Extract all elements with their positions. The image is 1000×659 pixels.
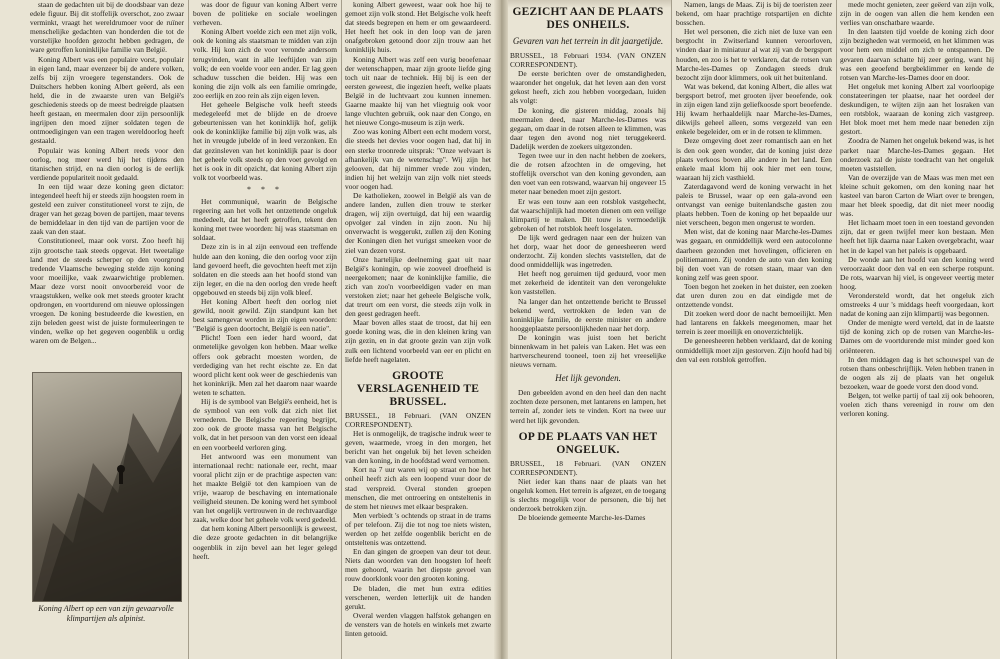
article-paragraph: Het ongeluk met koning Albert zal voorloopige constateeringen ter plaatse, naar het oordeel der deskundigen, te wijten zijn aan het losraken van een rotsblok, waaraan de koning zich vastgreep. Het blok moet met hem mede naar beneden zijn gestort. xyxy=(840,81,994,137)
article-paragraph: En dan gingen de groepen van deur tot deur. Niets dan woorden van den hoogsten lof heeft men gehoord, waarin het diepste gevoel van rouw doorklonk voor den grooten koning. xyxy=(345,547,491,584)
section-separator: * * * xyxy=(247,184,283,194)
article-paragraph: Toen begon het zoeken in het duister, een zoeken dat uren duren zou en dat eindigde met de ontzettende vondst. xyxy=(676,281,832,310)
article-subheadline: Gevaren van het terrein in dit jaargetijde. xyxy=(512,36,664,46)
article-paragraph: Maar boven alles staat de troost, dat hij een goede koning was, die in den kleinen kring van zijn gezin, en in dat groote gezin van zijn volk zulk een lichtend voorbeeld van eer en plicht en liefde heeft nagelaten. xyxy=(345,318,491,364)
article-paragraph: Er was een touw aan een rotsblok vastgehecht, dat waarschijnlijk had moeten dienen om een veilige klimpartij te maken. Dit touw is vermoedelijk gebroken of het rotsblok heeft losgelaten. xyxy=(510,196,666,233)
article-paragraph: In den middagen dag is het schouwspel van de rotsen thans onbeschrijflijk. Velen hebben tranen in de oogen als zij de plaats van het ongeluk bezoeken, waar de goede vorst den dood vond. xyxy=(840,354,994,391)
article-headline: GROOTE VERSLAGENHEID TE BRUSSEL. xyxy=(356,369,480,408)
article-paragraph: Niet ieder kan thans naar de plaats van het ongeluk komen. Het terrein is afgezet, en de toegang is slechts mogelijk voor de personen, die bij het onderzoek betrokken zijn. xyxy=(510,476,666,514)
article-paragraph: De lijk werd gedragen naar een der huizen van het dorp, waar het door de geneesheeren werd onderzocht. Zij konden slechts vaststellen, dat de dood onmiddellijk was ingetreden. xyxy=(510,232,666,270)
article-paragraph: Het is onmogelijk, de tragische indruk weer te geven, waarmede, vroeg in den morgen, het bericht van het ongeluk bij het leven scheiden van den koning, in de hoofdstad werd vernomen. xyxy=(345,428,491,466)
column-2 xyxy=(193,0,337,659)
article-paragraph: Dit zoeken werd door de nacht bemoeilijkt. Men had lantarens en fakkels meegenomen, maar het terrein is zeer moeilijk en onoverzichtelijk. xyxy=(676,309,832,337)
article-paragraph: mede mocht genieten, zeer geëerd van zijn volk, zijn in de oogen van allen die hem kenden een verlies van onschatbare waarde. xyxy=(840,0,994,28)
article-paragraph: Zoodra de Namen het ongeluk bekend was, is het parket naar Marche-les-Dames gegaan. Het onderzoek zal de juiste toedracht van het ongeluk moeten vaststellen. xyxy=(840,136,994,173)
article-paragraph: De koningin was juist toen het bericht binnenkwam in het paleis van Laken. Het was een hartverscheurend tooneel, toen zij het vreeselijke nieuws vernam. xyxy=(510,332,666,370)
article-paragraph: Koning Albert was een populaire vorst, populair in eigen land, maar evenzeer bij de andere volken, zelfs bij zijn vroegere tegenstanders. Ook de Duitschers hebben koning Albert geëerd, als een held, die in de zwaarste uren van België's geschiedenis steeds op de meest bedreigde plaatsen heeft gestaan, en meermalen door zijn persoonlijk ingrijpen den moed zijner soldaten tegen de ontmoedigingen van een tragen wereldoorlog heeft gestaald. xyxy=(30,54,184,146)
article-paragraph: Het heeft nog geruimen tijd geduurd, voor men met zekerheid de identiteit van den verongelukte kon vaststellen. xyxy=(510,269,666,297)
article-paragraph: Het koning Albert heeft den oorlog niet gewild, nooit gewild. Zijn standpunt kan het best samengevat worden in zijn eigen woorden: "België is geen doortocht, België is een natie". xyxy=(193,297,337,334)
article-paragraph: Het lichaam moet toen in een toestand gevonden zijn, dat er geen twijfel meer kon bestaan. Men heeft het lijk daarna naar Laken overgebracht, waar het in de kapel van het paleis is opgebaard. xyxy=(840,218,994,255)
article-paragraph: De koning, die gisteren middag, zooals hij meermalen deed, naar Marche-les-Dames was gegaan, om daar in de rotsen alleen te klimmen, was daar tegen den avond nog niet teruggekeerd. Dadelijk werden de zoekers uitgezonden. xyxy=(510,105,666,151)
article-paragraph: Zoo was koning Albert een echt modern vorst, die steeds het devies voor oogen had, dat hij in een sterke troonrede uitsprak: "Onze welvaart is afhankelijk van de wetenschap". Wij zijn het gelooven, dat hij nimmer vrede zou vinden, indien hij het welzijn van zijn volk niet steeds voor oogen had. xyxy=(345,127,491,191)
article-paragraph: Populair was koning Albert reeds voor den oorlog, nog meer werd hij het tijdens den titanischen strijd, en na dien oorlog is de eerlijk verdiende populariteit nooit gedaald. xyxy=(30,145,184,182)
article-paragraph: Zaterdagavond werd de koning verwacht in het paleis te Brussel, waar op een gala-avond een ontvangst van eenige buitenlandsche gasten zou plaats hebben. Toen de koning op het bepaalde uur niet verscheen, begon men ongerust te worden. xyxy=(676,181,832,228)
article-paragraph: In den laatsten tijd voelde de koning zich door zijn bezigheden wat vermoeid, en het klimmen was voor hem een middel om zich te ontspannen. De gevaren daarvan schatte hij zeer gering, want hij was een geoefend bergbeklimmer en kende de rotsen van Marche-les-Dames door en door. xyxy=(840,27,994,82)
column-rule xyxy=(671,0,672,659)
rock-face-photo-icon xyxy=(33,373,181,601)
article-paragraph: De geneesheeren hebben verklaard, dat de koning onmiddellijk moet zijn gestorven. Zijn hoofd had bij den val een rotsblok getroffen. xyxy=(676,336,832,364)
article-headline: GEZICHT AAN DE PLAATS DES ONHEILS. xyxy=(512,6,664,31)
article-dateline: BRUSSEL, 18 Februari. (VAN ONZEN CORRESPONDENT). xyxy=(345,410,491,429)
article-paragraph: Plicht! Toen een ieder hard woord, dat onmetelijke gevolgen kon hebben. Maar welke offers ook gebracht moesten worden, de verdediging van het recht eischte ze. En dat woord plicht kent ook weer de geschiedenis van het koninkrijk. Men zal het daarom naar waarde weten te schatten. xyxy=(193,333,337,397)
alpinist-photo xyxy=(32,372,182,602)
article-paragraph: Kort na 7 uur waren wij op straat en hoe het onheil heeft zich als een loopend vuur door de stad verspreid. Overal stonden groepen menschen, die met ontroering en ontsteltenis in de stem het nieuws met elkaar bespraken. xyxy=(345,465,491,511)
article-paragraph: staan de gedachten uit bij de doodsbaar van deze edele figuur. Bij dit stoffelijk overschot, zoo zwaar verminkt, vraagt het wereldrumoer voor de ruïner menschelijke gedachten van honderden die tot de vorstelijke hoofden gezocht hebben gedragen, de ware getroffen koninklijke familie van België. xyxy=(30,0,184,55)
photo-caption: Koning Albert op een van zijn gevaarvolle klimpartijen als alpinist. xyxy=(38,604,174,623)
column-rule xyxy=(836,0,837,659)
article-paragraph: In een tijd waar deze koning geen dictator: integendeel heeft hij er steeds zijn hoogsten roem in gesteld een zuiver constitutioneel vorst te zijn, de drager van het gezag boven de partijen, maar tevens de bemiddelaar in den tijd van de partijen voor de zaak van den staat. xyxy=(30,181,184,237)
page-fold xyxy=(494,0,508,659)
article-paragraph: Men verbiedt 's ochtends op straat in de trams of per telefoon. Zij die tot nog toe niets wisten, werden op het zelfde oogenblik bericht en de ontsteltenis was ontzettend. xyxy=(345,510,491,548)
article-dateline: BRUSSEL, 18 Februari 1934. (VAN ONZEN CORRESPONDENT). xyxy=(510,51,666,70)
article-paragraph: Belgen, tot welke partij of taal zij ook behooren, voelen zich thans vereenigd in rouw om den verloren koning. xyxy=(840,391,994,419)
article-paragraph: De eerste berichten over de omstandigheden, waaronder het ongeluk, dat het leven aan den vorst gekost heeft, zich zou hebben voorgedaan, luiden als volgt: xyxy=(510,69,666,106)
article-paragraph: Van de overzijde van de Maas was men met een kleine schuit gekomen, om den koning naar het kasteel van baron Carton de Wiart over te brengen, maar het bleek spoedig, dat dit niet meer noodig was. xyxy=(840,172,994,219)
column-6 xyxy=(840,0,994,659)
article-paragraph: was door de figuur van koning Albert verre boven de politieke en sociale woelingen verheven. xyxy=(193,0,337,28)
article-paragraph: De katholieken, zoowel in België als van de andere landen, zullen dien trouw te sterker dragen, wij zijn overtuigd, dat hij een waardig opvolger zal vinden in zijn zoon. Nu hij onverwacht is weggerukt, zullen zij den Koning der Koningen dien het vurigst smeeken voor de ziel van dezen vorst. xyxy=(345,190,491,255)
article-paragraph: Den gebeelden avond en den heel dan den nacht zochten deze personen, met lantarens en lampen, het terrein af, zonder iets te vinden. Kort na twee uur werd het lijk gevonden. xyxy=(510,388,666,425)
column-3 xyxy=(345,0,491,659)
article-paragraph: Het antwoord was een monument van internationaal recht: nationale eer, recht, maar vooral plicht zijn er de prachtige aspecten van: het maakte België tot den kampioen van de vrije, waarop de beschaving en internationale veiligheid steunen. De koning werd het symbool van het ongelijk vertrouwen in de rechtvaardige zaak, welke door het geheele volk werd gedeeld. xyxy=(193,451,337,525)
article-paragraph: Het geheele Belgische volk heeft steeds medegeleefd met de blijde en de droeve gebeurtenissen van het koninklijk hof, gelijk ook de koninklijke familie bij zijn volk was, als het in vreugde jubelde of in leed verzonken. En dat gezinsleven van het koninklijk paar is door het geheele volk steeds op den voet gevolgd en het is ook in dit opzicht, dat koning Albert zijn volk tot voorbeeld was. xyxy=(193,100,337,182)
article-paragraph: De wonde aan het hoofd van den koning werd veroorzaakt door den val en een scherpe rotspunt. De rots, waarvan hij viel, is ongeveer veertig meter hoog. xyxy=(840,254,994,291)
article-headline: OP DE PLAATS VAN HET ONGELUK. xyxy=(518,430,658,456)
article-paragraph: De bladen, die met hun extra edities verschenen, werden letterlijk uit de handen gerukt. xyxy=(345,583,491,611)
article-dateline: BRUSSEL, 18 Februari. (VAN ONZEN CORRESPONDENT). xyxy=(510,458,666,477)
article-subheadline: Het lijk gevonden. xyxy=(555,373,621,384)
article-paragraph: Verondersteld wordt, dat het ongeluk zich omstreeks 4 uur 's middags heeft voorgedaan, kort nadat de koning aan zijn klimpartij was begonnen. xyxy=(840,291,994,319)
column-rule xyxy=(341,0,342,659)
column-5 xyxy=(676,0,832,659)
column-4 xyxy=(510,0,666,659)
article-paragraph: Constitutioneel, maar ook vorst. Zoo heeft hij zijn grootsche taak steeds opgevat. Het tweetalige land met de steeds scherper op den voorgrond tredende Vlaamsche beweging stelde zijn koning voor moeilijke, vaak zwaarwichtige problemen. Maar deze vorst nooit onvoorbereid voor de vraagstukken, welke ook met steeds grooter kracht opdrongen, en voortdurend om nieuwe oplossingen vroegen. De koning bestudeerde die kwestien, en zijn beleden geest wist de juiste formuleeringen te vinden, welke op het gegeven oogenblik u ordig waren om de Belgen... xyxy=(30,236,184,346)
article-paragraph: Overal werden vlaggen halfstok gehangen en de vensters van de hotels en winkels met zwarte linten getooid. xyxy=(345,610,491,638)
article-paragraph: Koning Albert voelde zich een met zijn volk, ook de koning als staatsman te midden van zijn volk. Hij kon zich de voor veronde andersom terugvinden, want in alle leeftijden van zijn volk; de een voelde voor een ander. Er lag geen schaduw tusschen die beiden. Hij was een koning die zijn volk als een familie omringde, zoo eerlijk en zoo rein als zijn eigen leven. xyxy=(193,27,337,100)
article-paragraph: Deze omgeving doet zeer romantisch aan en het is den ook geen wonder, dat de koning juist deze plaats verkoos boven alle andere in het land. Een enkele maal klom hij ook hier met een touw, waaraan hij zich vasthield. xyxy=(676,136,832,182)
article-paragraph: Koning Albert was zelf een vurig beoefenaar der wetenschappen, maar zijn groote liefde ging toch uit naar de techniek. Hij bij is een der eersten geweest, die ingezien heeft, welke plaats België in de luchtvaart zou kunnen innemen. Gaarne maakte hij van het vliegtuig ook voor lange vluchten gebruik, ook naar den Congo, en het nieuwe Congo-museum is zijn werk. xyxy=(345,54,491,128)
article-paragraph: Na langer dan het ontzettende bericht te Brussel bekend werd, vertrokken de leden van de koninklijke familie, de eerste minister en andere hooggeplaatste persoonlijkheden naar het dorp. xyxy=(510,296,666,333)
article-paragraph: Namen, langs de Maas. Zij is bij de toeristen zeer bekend, om haar prachtige rotspartijen en dichte bosschen. xyxy=(676,0,832,28)
article-paragraph: Wat was bekend, dat koning Albert, die alles wat bergsport betrof, met grooten ijver beoefende, ook in zijn eigen land zijn geliefkoosde sport beoefende. Hij kwam herhaaldelijk naar Marche-les-Dames, dikwijls geheel alleen, soms vergezeld van een enkele begeleider, om er in de rotsen te klimmen. xyxy=(676,81,832,137)
article-paragraph: Het wel personen, die zich niet de luxe van een bergtocht in Zwitserland kunnen veroorloven, vinden daar in miniatuur al wat zij van de bergsport houden, en zoo is het te verklaren, dat de rotsen van Marche-les-Dames op Zondagen steeds druk bezocht zijn door klimmers, ook uit het buitenland. xyxy=(676,27,832,82)
article-paragraph: Onze hartelijke deelneming gaat uit naar België's koningin, op wie zooveel droefheid is neergekomen; naar de koninklijke familie, die zich van zoo'n voorbeeldigen vader en man verstoken ziet; naar het geheele Belgische volk, dat treurt om een vorst, die steeds zijn volk in den geest gedragen heeft. xyxy=(345,254,491,319)
article-paragraph: Het communiqué, waarin de Belgische regeering aan het volk het ontzettende ongeluk mededeelt, dat het heeft getroffen, tekent den koning met twee woorden: hij was staatsman en soldaat. xyxy=(193,196,337,243)
column-rule xyxy=(188,0,189,659)
article-paragraph: Men wist, dat de koning naar Marche-les-Dames was gegaan, en onmiddellijk werd een autocolonne daarheen gezonden met hovelingen, officieren en politiemannen. Zij vonden de auto van den koning bij den voet van de rotsen staan, maar van den koning zelf was geen spoor. xyxy=(676,227,832,282)
article-paragraph: Hij is de symbool van België's eenheid, het is de symbool van een volk dat zich niet liet vernederen. De Belgische regeering begrijpt, zoo ook de groote massa van het Belgische volk, dat in het persoon van den vorst een ideaal en een voorbeeld verloren ging. xyxy=(193,397,337,452)
article-paragraph: koning Albert geweest, waar ook hoe hij te gemoet zijn volk stond. Het Belgische volk heeft dat steeds begrepen en hem er om gewaardeerd. Het heeft het ook in den loop van de jaren onafgebroken getoond door zijn trouw aan het koninklijk huis. xyxy=(345,0,491,55)
article-paragraph: Tegen twee uur in den nacht hebben de zoekers, die de rotsen afzochten in de omgeving, het stoffelijk overschot van den koning gevonden, aan den voet van een rotswand, waarvan hij ongeveer 15 meter naar beneden moet zijn gestort. xyxy=(510,151,666,197)
article-paragraph: De bloeiende gemeente Marche-les-Dames xyxy=(518,513,646,523)
article-paragraph: dat hem koning Albert persoonlijk is geweest, die deze groote gedachten in dit belangrijke oogenblik in zijn bevel aan het leger gelegd heeft. xyxy=(193,524,337,561)
article-paragraph: Onder de menigte werd verteld, dat in de laatste tijd de koning zich op de rotsen van Marche-les-Dames om de voortdurende mist minder goed kon oriënteeren. xyxy=(840,318,994,355)
article-paragraph: Deze zin is in al zijn eenvoud een treffende hulde aan den koning, die den oorlog voor zijn land gevoerd heeft, die gevochten heeft met zijn soldaten en die steeds aan het hoofd stond van zijn leger, en die na den oorlog den vrede heeft opgebouwd en steeds bij zijn volk bleef. xyxy=(193,242,337,297)
